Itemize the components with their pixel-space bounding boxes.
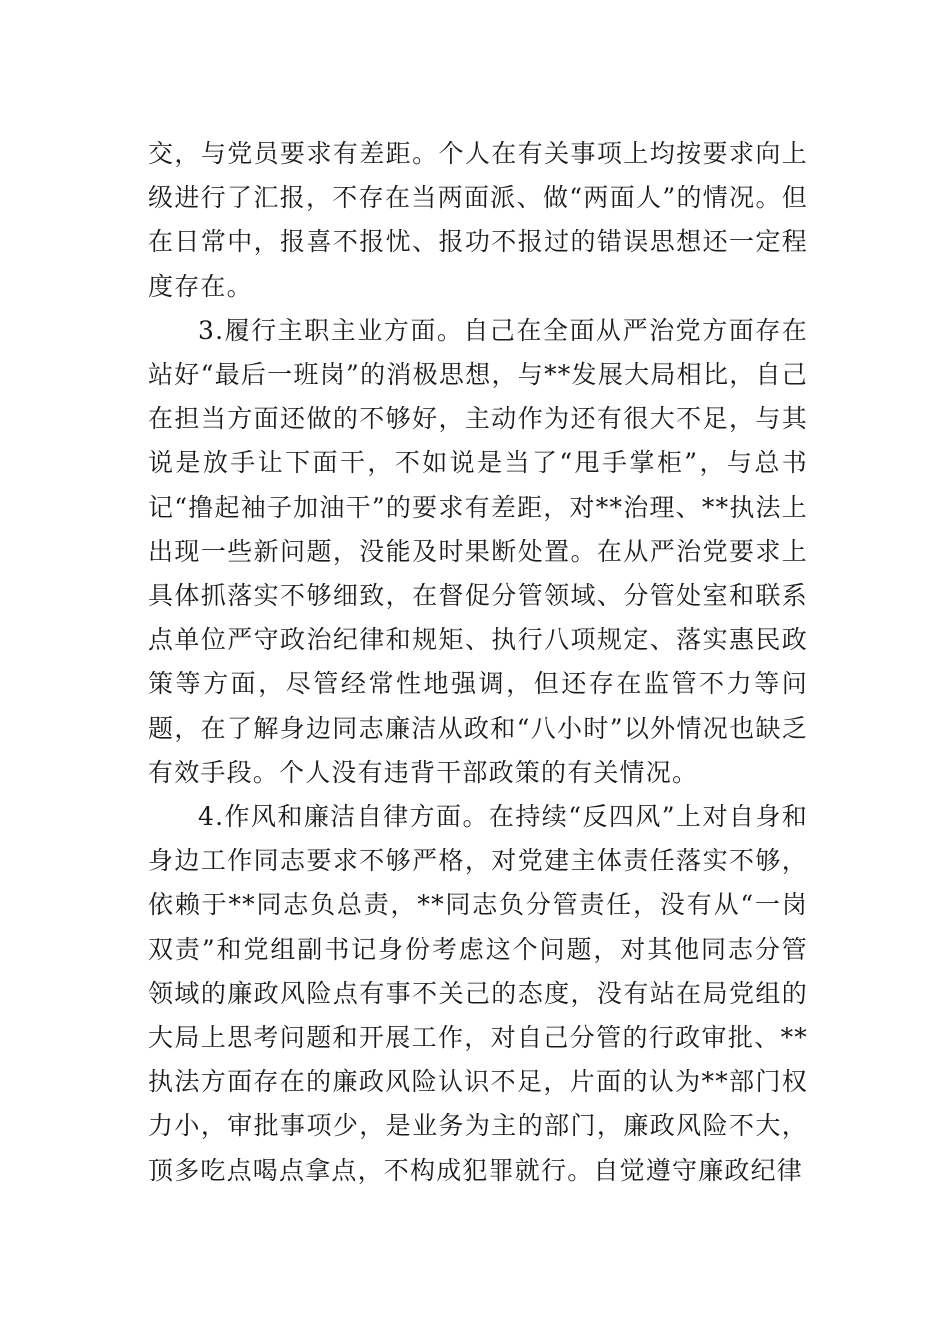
document-body <box>148 132 808 1193</box>
paragraph-continuation: 交，与党员要求有差距。个人在有关事项上均按要求向上级进行了汇报，不存在当两面派、做“两面人”的情况。但在日常中，报喜不报忧、报功不报过的错误思想还一定程度存在。 <box>148 139 808 301</box>
paragraph-section-3-duties: 3.履行主职主业方面。自己在全面从严治党方面存在站好“最后一班岗”的消极思想，与**发展大局相比，自己在担当方面还做的不够好，主动作为还有很大不足，与其说是放手让下面干，不如说是当了“甩手掌柜”，与总书记“撸起袖子加油干”的要求有差距，对**治理、**执法上出现一些新问题，没能及时果断处置。在从严治党要求上具体抓落实不够细致，在督促分管领域、分管处室和联系点单位严守政治纪律和规矩、执行八项规定、落实惠民政策等方面，尽管经常性地强调，但还存在监管不力等问题，在了解身边同志廉洁从政和“八小时”以外情况也缺乏有效手段。个人没有违背干部政策的有关情况。 <box>148 315 808 787</box>
paragraph-section-4-integrity: 4.作风和廉洁自律方面。在持续“反四风”上对自身和身边工作同志要求不够严格，对党建主体责任落实不够，依赖于**同志负总责，**同志负分管责任，没有从“一岗双责”和党组副书记身份考虑这个问题，对其他同志分管领域的廉政风险点有事不关己的态度，没有站在局党组的大局上思考问题和开展工作，对自己分管的行政审批、**执法方面存在的廉政风险认识不足，片面的认为**部门权力小，审批事项少，是业务为主的部门，廉政风险不大，顶多吃点喝点拿点，不构成犯罪就行。自觉遵守廉政纪律 <box>148 802 808 1185</box>
